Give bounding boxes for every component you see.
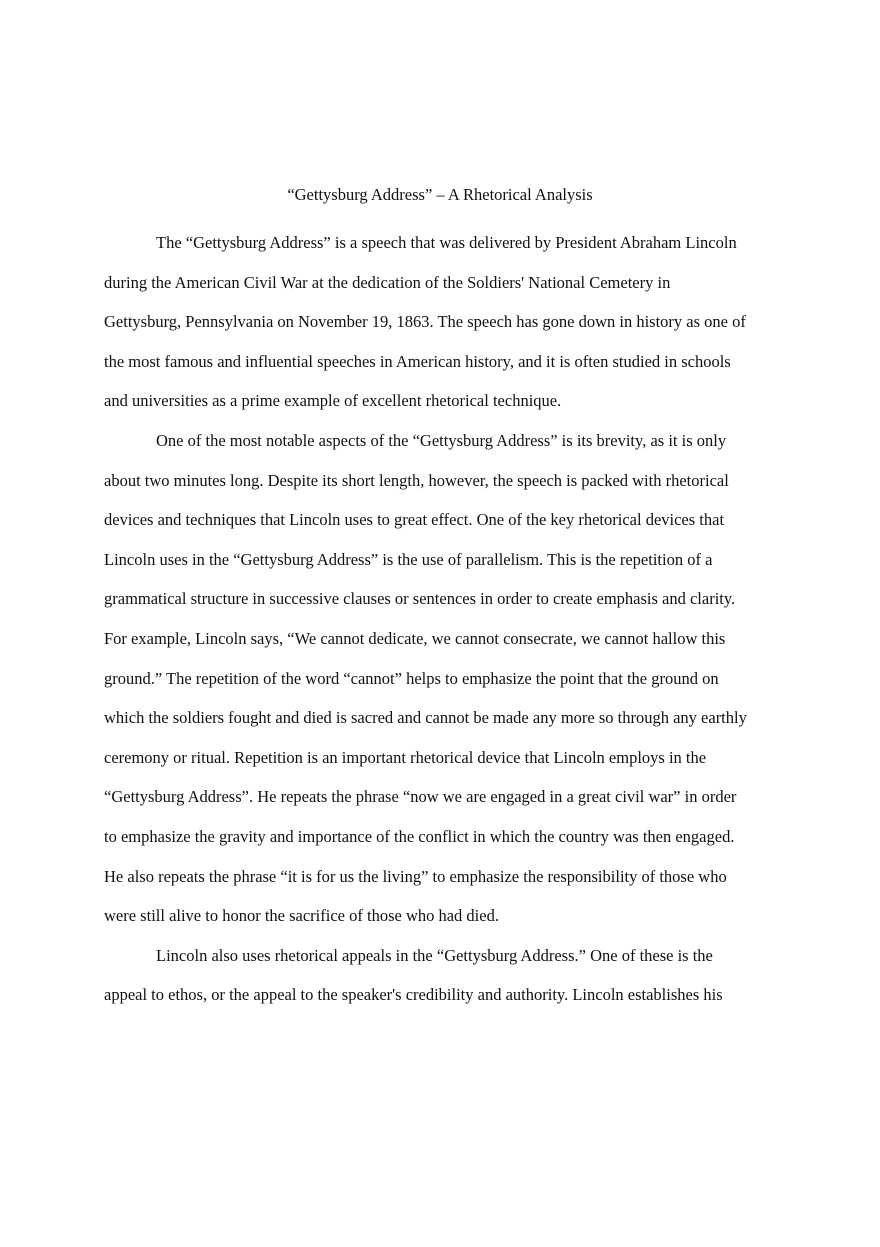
document-title: “Gettysburg Address” – A Rhetorical Analysis [287,185,593,204]
body-line: One of the most notable aspects of the “Gettysburg Address” is its brevity, as it is only [156,430,727,450]
body-line: Gettysburg, Pennsylvania on November 19, 1863. The speech has gone down in history as one of [104,312,746,332]
document-body [104,223,784,1015]
body-line: “Gettysburg Address”. He repeats the phrase “now we are engaged in a great civil war” in order [104,787,737,807]
body-line: and universities as a prime example of excellent rhetorical technique. [104,391,562,411]
body-line: which the soldiers fought and died is sacred and cannot be made any more so through any earthly [104,708,747,728]
body-line: the most famous and influential speeches in American history, and it is often studied in schools [104,351,731,371]
body-line: The “Gettysburg Address” is a speech that was delivered by President Abraham Lincoln [156,233,737,252]
body-line: to emphasize the gravity and importance of the conflict in which the country was then engaged. [104,826,735,846]
body-line: For example, Lincoln says, “We cannot dedicate, we cannot consecrate, we cannot hallow this [104,628,726,648]
body-line: devices and techniques that Lincoln uses to great effect. One of the key rhetorical devices that [104,510,725,530]
body-line: were still alive to honor the sacrifice of those who had died. [104,906,499,926]
body-line: ground.” The repetition of the word “cannot” helps to emphasize the point that the ground on [104,668,719,688]
body-line: He also repeats the phrase “it is for us the living” to emphasize the responsibility of those who [104,866,727,886]
body-line: Lincoln uses in the “Gettysburg Address” is the use of parallelism. This is the repetition of a [104,549,713,569]
body-line: during the American Civil War at the dedication of the Soldiers' National Cemetery in [104,272,671,292]
body-line: ceremony or ritual. Repetition is an important rhetorical device that Lincoln employs in the [104,747,707,767]
body-line: Lincoln also uses rhetorical appeals in the “Gettysburg Address.” One of these is the [156,945,713,965]
body-line: grammatical structure in successive clauses or sentences in order to create emphasis and clarity. [104,589,736,609]
body-line: appeal to ethos, or the appeal to the speaker's credibility and authority. Lincoln establishes his [104,985,723,1005]
body-line: about two minutes long. Despite its short length, however, the speech is packed with rhetorical [104,470,729,490]
